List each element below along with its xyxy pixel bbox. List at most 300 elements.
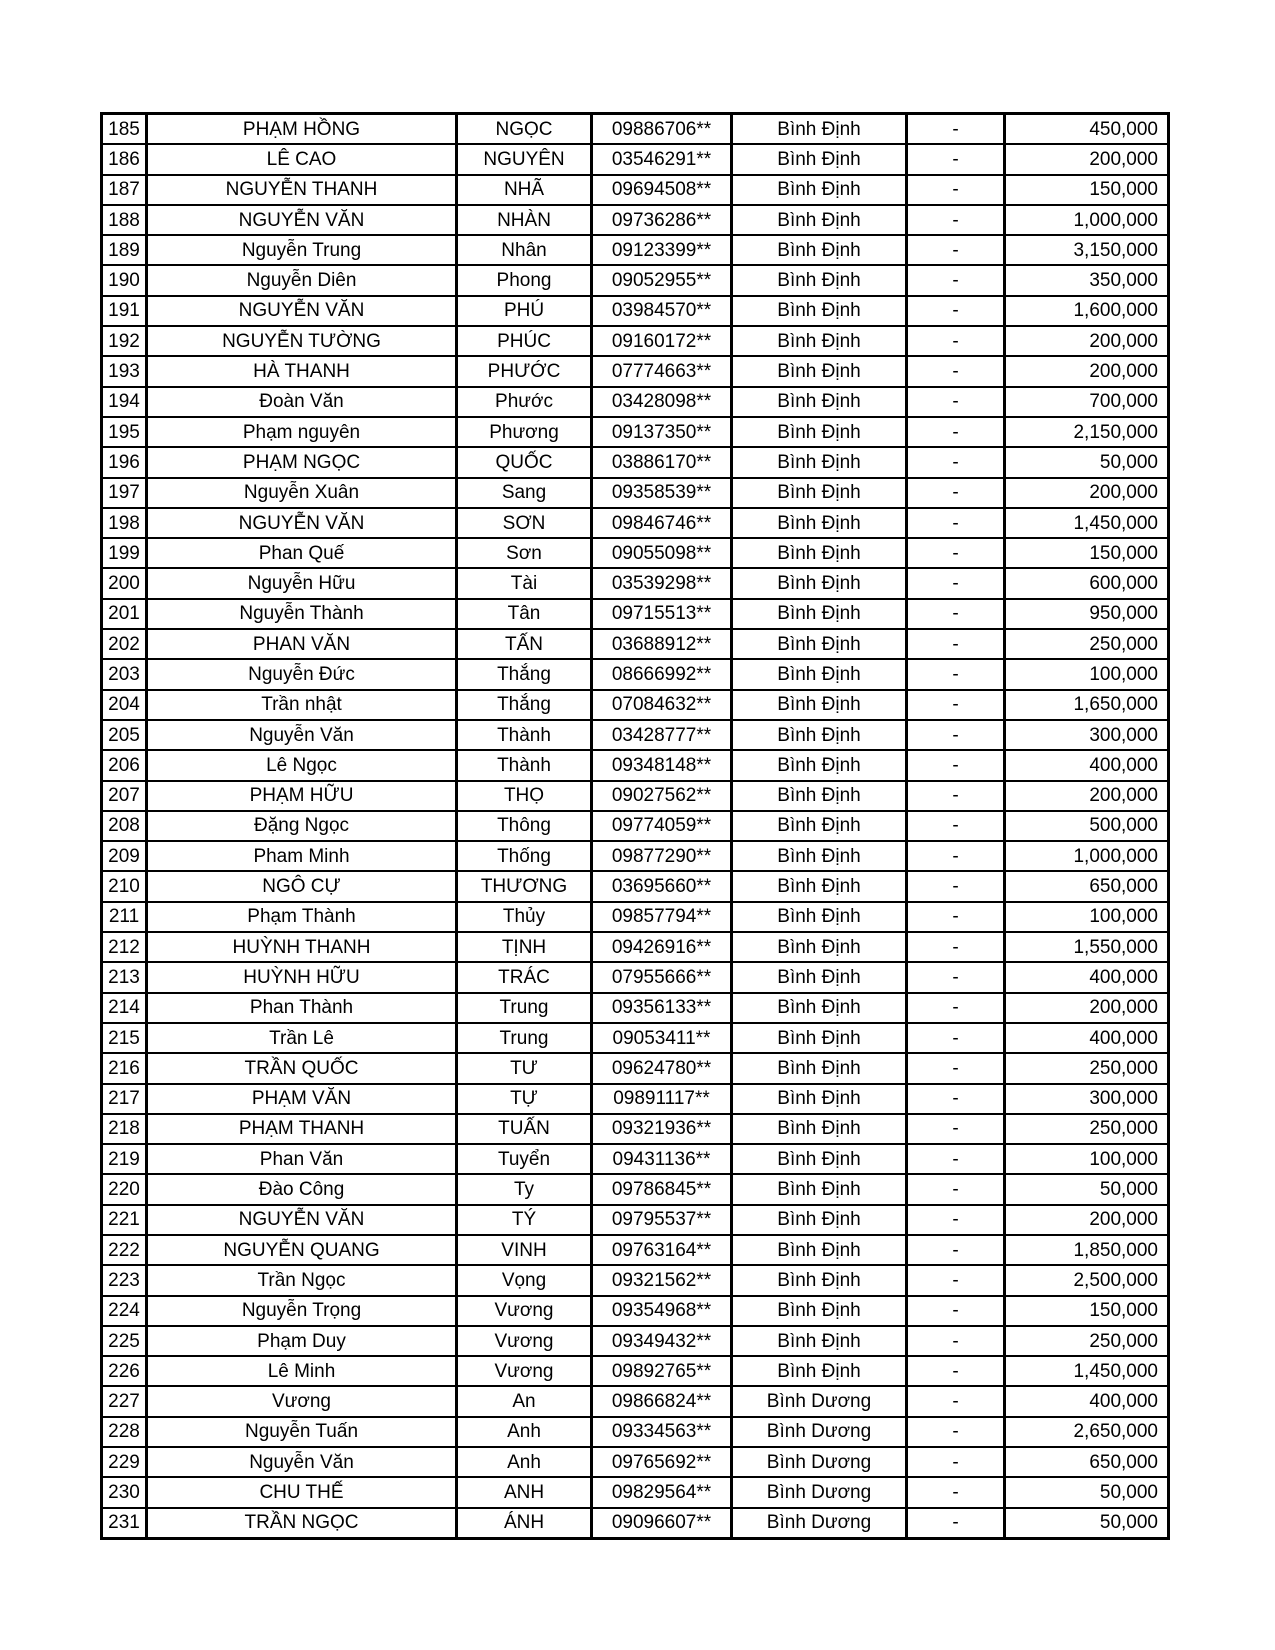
cell-dash: -: [907, 1356, 1005, 1386]
cell-last-name: An: [457, 1386, 592, 1416]
cell-province: Bình Định: [732, 326, 907, 356]
cell-amount: 100,000: [1005, 659, 1169, 689]
cell-last-name: THỌ: [457, 781, 592, 811]
cell-amount: 50,000: [1005, 1477, 1169, 1507]
cell-province: Bình Định: [732, 811, 907, 841]
cell-province: Bình Định: [732, 568, 907, 598]
cell-last-name: TÝ: [457, 1205, 592, 1235]
cell-last-name: Thắng: [457, 690, 592, 720]
cell-first-name: Lê Ngọc: [147, 750, 457, 780]
cell-amount: 2,650,000: [1005, 1417, 1169, 1447]
cell-dash: -: [907, 629, 1005, 659]
cell-first-name: PHẠM HỒNG: [147, 114, 457, 145]
cell-last-name: THƯƠNG: [457, 871, 592, 901]
cell-dash: -: [907, 114, 1005, 145]
cell-dash: -: [907, 1084, 1005, 1114]
cell-phone: 09866824**: [592, 1386, 732, 1416]
cell-phone: 09829564**: [592, 1477, 732, 1507]
cell-phone: 09160172**: [592, 326, 732, 356]
cell-last-name: Ty: [457, 1174, 592, 1204]
cell-dash: -: [907, 356, 1005, 386]
cell-amount: 200,000: [1005, 356, 1169, 386]
cell-phone: 09763164**: [592, 1235, 732, 1265]
cell-first-name: Vương: [147, 1386, 457, 1416]
cell-amount: 300,000: [1005, 1084, 1169, 1114]
table-row: [102, 478, 1169, 508]
cell-phone: 09321936**: [592, 1114, 732, 1144]
cell-index: 222: [102, 1235, 147, 1265]
table-row: [102, 932, 1169, 962]
cell-phone: 09891117**: [592, 1084, 732, 1114]
cell-phone: 09892765**: [592, 1356, 732, 1386]
cell-amount: 350,000: [1005, 265, 1169, 295]
cell-last-name: Tuyển: [457, 1144, 592, 1174]
cell-dash: -: [907, 962, 1005, 992]
cell-first-name: Phan Thành: [147, 993, 457, 1023]
cell-first-name: NGUYỄN VĂN: [147, 296, 457, 326]
cell-last-name: Sơn: [457, 538, 592, 568]
cell-province: Bình Định: [732, 902, 907, 932]
cell-province: Bình Định: [732, 1053, 907, 1083]
cell-amount: 150,000: [1005, 1296, 1169, 1326]
cell-amount: 1,450,000: [1005, 1356, 1169, 1386]
cell-phone: 09334563**: [592, 1417, 732, 1447]
cell-province: Bình Định: [732, 781, 907, 811]
cell-last-name: Phước: [457, 387, 592, 417]
cell-index: 204: [102, 690, 147, 720]
cell-phone: 09053411**: [592, 1023, 732, 1053]
cell-province: Bình Định: [732, 478, 907, 508]
cell-phone: 09624780**: [592, 1053, 732, 1083]
cell-phone: 09886706**: [592, 114, 732, 145]
cell-province: Bình Dương: [732, 1508, 907, 1539]
cell-last-name: Tài: [457, 568, 592, 598]
table-row: [102, 1235, 1169, 1265]
cell-first-name: Đào Công: [147, 1174, 457, 1204]
cell-province: Bình Định: [732, 265, 907, 295]
table-row: [102, 296, 1169, 326]
cell-index: 219: [102, 1144, 147, 1174]
cell-last-name: Thành: [457, 750, 592, 780]
cell-first-name: NGUYỄN QUANG: [147, 1235, 457, 1265]
cell-first-name: Đoàn Văn: [147, 387, 457, 417]
cell-province: Bình Định: [732, 235, 907, 265]
cell-last-name: NHÀN: [457, 205, 592, 235]
cell-dash: -: [907, 1417, 1005, 1447]
cell-last-name: ANH: [457, 1477, 592, 1507]
cell-amount: 2,500,000: [1005, 1265, 1169, 1295]
cell-dash: -: [907, 1174, 1005, 1204]
table-row: [102, 1053, 1169, 1083]
cell-amount: 1,600,000: [1005, 296, 1169, 326]
cell-index: 200: [102, 568, 147, 598]
cell-dash: -: [907, 235, 1005, 265]
table-row: [102, 175, 1169, 205]
cell-first-name: Pham Minh: [147, 841, 457, 871]
cell-first-name: Nguyễn Xuân: [147, 478, 457, 508]
cell-dash: -: [907, 1296, 1005, 1326]
cell-phone: 09774059**: [592, 811, 732, 841]
cell-index: 216: [102, 1053, 147, 1083]
cell-amount: 200,000: [1005, 144, 1169, 174]
cell-amount: 3,150,000: [1005, 235, 1169, 265]
cell-amount: 1,850,000: [1005, 1235, 1169, 1265]
cell-first-name: Nguyễn Trọng: [147, 1296, 457, 1326]
cell-index: 195: [102, 417, 147, 447]
cell-phone: 09857794**: [592, 902, 732, 932]
cell-first-name: CHU THẾ: [147, 1477, 457, 1507]
cell-last-name: Vương: [457, 1296, 592, 1326]
cell-amount: 600,000: [1005, 568, 1169, 598]
cell-index: 209: [102, 841, 147, 871]
table-row: [102, 902, 1169, 932]
cell-dash: -: [907, 932, 1005, 962]
cell-dash: -: [907, 781, 1005, 811]
cell-province: Bình Dương: [732, 1386, 907, 1416]
cell-phone: 09736286**: [592, 205, 732, 235]
cell-province: Bình Định: [732, 750, 907, 780]
cell-index: 207: [102, 781, 147, 811]
cell-first-name: NGUYỄN TƯỜNG: [147, 326, 457, 356]
cell-amount: 50,000: [1005, 1508, 1169, 1539]
cell-first-name: PHẠM VĂN: [147, 1084, 457, 1114]
table-row: [102, 1205, 1169, 1235]
cell-index: 202: [102, 629, 147, 659]
cell-province: Bình Định: [732, 871, 907, 901]
cell-dash: -: [907, 1326, 1005, 1356]
cell-index: 187: [102, 175, 147, 205]
table-row: [102, 599, 1169, 629]
cell-amount: 250,000: [1005, 629, 1169, 659]
cell-dash: -: [907, 508, 1005, 538]
table-row: [102, 720, 1169, 750]
table-body: [102, 114, 1169, 1539]
cell-first-name: HUỲNH THANH: [147, 932, 457, 962]
cell-amount: 200,000: [1005, 326, 1169, 356]
cell-last-name: Thành: [457, 720, 592, 750]
cell-province: Bình Định: [732, 114, 907, 145]
table-row: [102, 629, 1169, 659]
cell-phone: 09694508**: [592, 175, 732, 205]
cell-phone: 09795537**: [592, 1205, 732, 1235]
cell-dash: -: [907, 1114, 1005, 1144]
cell-phone: 09027562**: [592, 781, 732, 811]
table-row: [102, 1356, 1169, 1386]
table-row: [102, 781, 1169, 811]
cell-first-name: PHẠM THANH: [147, 1114, 457, 1144]
cell-index: 217: [102, 1084, 147, 1114]
table-row: [102, 1417, 1169, 1447]
cell-first-name: Phạm Thành: [147, 902, 457, 932]
cell-province: Bình Định: [732, 447, 907, 477]
cell-amount: 1,550,000: [1005, 932, 1169, 962]
cell-amount: 400,000: [1005, 962, 1169, 992]
cell-index: 185: [102, 114, 147, 145]
cell-index: 201: [102, 599, 147, 629]
cell-amount: 200,000: [1005, 993, 1169, 1023]
cell-province: Bình Định: [732, 1326, 907, 1356]
table-row: [102, 871, 1169, 901]
cell-dash: -: [907, 1205, 1005, 1235]
table-row: [102, 114, 1169, 145]
cell-phone: 03539298**: [592, 568, 732, 598]
cell-province: Bình Định: [732, 175, 907, 205]
cell-index: 193: [102, 356, 147, 386]
cell-last-name: PHÚ: [457, 296, 592, 326]
cell-province: Bình Định: [732, 993, 907, 1023]
cell-index: 199: [102, 538, 147, 568]
cell-last-name: Thông: [457, 811, 592, 841]
cell-last-name: Trung: [457, 993, 592, 1023]
cell-first-name: Lê Minh: [147, 1356, 457, 1386]
cell-dash: -: [907, 750, 1005, 780]
cell-province: Bình Định: [732, 1084, 907, 1114]
cell-index: 206: [102, 750, 147, 780]
table-row: [102, 1265, 1169, 1295]
cell-amount: 700,000: [1005, 387, 1169, 417]
cell-province: Bình Định: [732, 205, 907, 235]
cell-province: Bình Định: [732, 1356, 907, 1386]
table-row: [102, 1447, 1169, 1477]
cell-dash: -: [907, 296, 1005, 326]
cell-index: 211: [102, 902, 147, 932]
cell-index: 221: [102, 1205, 147, 1235]
cell-phone: 09055098**: [592, 538, 732, 568]
table-row: [102, 1326, 1169, 1356]
cell-dash: -: [907, 1144, 1005, 1174]
cell-first-name: Nguyễn Trung: [147, 235, 457, 265]
cell-last-name: TƯ: [457, 1053, 592, 1083]
cell-amount: 400,000: [1005, 1386, 1169, 1416]
cell-amount: 400,000: [1005, 750, 1169, 780]
cell-index: 212: [102, 932, 147, 962]
cell-phone: 08666992**: [592, 659, 732, 689]
cell-phone: 09356133**: [592, 993, 732, 1023]
cell-last-name: TỰ: [457, 1084, 592, 1114]
cell-dash: -: [907, 871, 1005, 901]
cell-amount: 250,000: [1005, 1114, 1169, 1144]
cell-phone: 09846746**: [592, 508, 732, 538]
cell-amount: 300,000: [1005, 720, 1169, 750]
cell-province: Bình Định: [732, 538, 907, 568]
cell-dash: -: [907, 538, 1005, 568]
cell-phone: 03546291**: [592, 144, 732, 174]
cell-first-name: PHẠM HỮU: [147, 781, 457, 811]
cell-index: 196: [102, 447, 147, 477]
cell-amount: 250,000: [1005, 1053, 1169, 1083]
cell-phone: 09123399**: [592, 235, 732, 265]
cell-index: 223: [102, 1265, 147, 1295]
cell-amount: 1,000,000: [1005, 205, 1169, 235]
cell-dash: -: [907, 1023, 1005, 1053]
cell-dash: -: [907, 659, 1005, 689]
cell-first-name: Phạm nguyên: [147, 417, 457, 447]
cell-last-name: Thắng: [457, 659, 592, 689]
cell-index: 189: [102, 235, 147, 265]
table-row: [102, 326, 1169, 356]
cell-last-name: TUẤN: [457, 1114, 592, 1144]
cell-last-name: QUỐC: [457, 447, 592, 477]
cell-last-name: VINH: [457, 1235, 592, 1265]
cell-province: Bình Định: [732, 1114, 907, 1144]
cell-amount: 450,000: [1005, 114, 1169, 145]
cell-province: Bình Định: [732, 296, 907, 326]
cell-index: 226: [102, 1356, 147, 1386]
cell-province: Bình Định: [732, 599, 907, 629]
cell-first-name: LÊ CAO: [147, 144, 457, 174]
cell-first-name: Nguyễn Hữu: [147, 568, 457, 598]
cell-last-name: Tân: [457, 599, 592, 629]
cell-last-name: Vọng: [457, 1265, 592, 1295]
cell-first-name: NGÔ CỰ: [147, 871, 457, 901]
cell-last-name: Anh: [457, 1417, 592, 1447]
cell-province: Bình Định: [732, 1023, 907, 1053]
table-row: [102, 235, 1169, 265]
cell-dash: -: [907, 568, 1005, 598]
cell-province: Bình Dương: [732, 1447, 907, 1477]
table-row: [102, 144, 1169, 174]
cell-last-name: Vương: [457, 1326, 592, 1356]
cell-first-name: HÀ THANH: [147, 356, 457, 386]
cell-amount: 100,000: [1005, 1144, 1169, 1174]
cell-index: 210: [102, 871, 147, 901]
cell-province: Bình Định: [732, 932, 907, 962]
cell-last-name: Sang: [457, 478, 592, 508]
cell-dash: -: [907, 1447, 1005, 1477]
cell-first-name: NGUYỄN VĂN: [147, 508, 457, 538]
cell-first-name: NGUYỄN VĂN: [147, 205, 457, 235]
cell-province: Bình Định: [732, 144, 907, 174]
cell-amount: 200,000: [1005, 1205, 1169, 1235]
table-row: [102, 417, 1169, 447]
cell-first-name: NGUYỄN VĂN: [147, 1205, 457, 1235]
cell-first-name: PHAN VĂN: [147, 629, 457, 659]
cell-dash: -: [907, 993, 1005, 1023]
cell-last-name: PHƯỚC: [457, 356, 592, 386]
cell-phone: 03428777**: [592, 720, 732, 750]
cell-first-name: Nguyễn Văn: [147, 1447, 457, 1477]
cell-amount: 2,150,000: [1005, 417, 1169, 447]
cell-phone: 03688912**: [592, 629, 732, 659]
cell-index: 220: [102, 1174, 147, 1204]
cell-dash: -: [907, 1386, 1005, 1416]
cell-last-name: ÁNH: [457, 1508, 592, 1539]
cell-phone: 09877290**: [592, 841, 732, 871]
cell-index: 203: [102, 659, 147, 689]
cell-amount: 150,000: [1005, 175, 1169, 205]
table-row: [102, 659, 1169, 689]
cell-province: Bình Định: [732, 508, 907, 538]
cell-dash: -: [907, 599, 1005, 629]
cell-phone: 09321562**: [592, 1265, 732, 1295]
cell-province: Bình Định: [732, 1296, 907, 1326]
cell-province: Bình Định: [732, 1174, 907, 1204]
table-row: [102, 1114, 1169, 1144]
cell-dash: -: [907, 326, 1005, 356]
cell-phone: 09765692**: [592, 1447, 732, 1477]
table-row: [102, 1084, 1169, 1114]
cell-dash: -: [907, 175, 1005, 205]
cell-first-name: NGUYỄN THANH: [147, 175, 457, 205]
cell-province: Bình Định: [732, 356, 907, 386]
cell-dash: -: [907, 690, 1005, 720]
cell-last-name: NGỌC: [457, 114, 592, 145]
cell-index: 198: [102, 508, 147, 538]
cell-last-name: TỊNH: [457, 932, 592, 962]
cell-phone: 07955666**: [592, 962, 732, 992]
cell-index: 197: [102, 478, 147, 508]
cell-province: Bình Định: [732, 1144, 907, 1174]
table-row: [102, 690, 1169, 720]
cell-index: 225: [102, 1326, 147, 1356]
cell-last-name: TẤN: [457, 629, 592, 659]
table-row: [102, 1144, 1169, 1174]
cell-index: 218: [102, 1114, 147, 1144]
cell-first-name: Trần nhật: [147, 690, 457, 720]
cell-last-name: SƠN: [457, 508, 592, 538]
cell-last-name: Phương: [457, 417, 592, 447]
cell-amount: 50,000: [1005, 447, 1169, 477]
table-row: [102, 1296, 1169, 1326]
cell-dash: -: [907, 205, 1005, 235]
cell-first-name: Nguyễn Đức: [147, 659, 457, 689]
cell-last-name: PHÚC: [457, 326, 592, 356]
cell-index: 194: [102, 387, 147, 417]
table-row: [102, 750, 1169, 780]
cell-dash: -: [907, 1477, 1005, 1507]
cell-first-name: Trần Ngọc: [147, 1265, 457, 1295]
cell-dash: -: [907, 811, 1005, 841]
cell-index: 186: [102, 144, 147, 174]
cell-province: Bình Định: [732, 720, 907, 750]
cell-index: 191: [102, 296, 147, 326]
cell-first-name: Trần Lê: [147, 1023, 457, 1053]
cell-dash: -: [907, 478, 1005, 508]
cell-dash: -: [907, 265, 1005, 295]
cell-dash: -: [907, 1508, 1005, 1539]
cell-last-name: Phong: [457, 265, 592, 295]
cell-index: 214: [102, 993, 147, 1023]
cell-phone: 09431136**: [592, 1144, 732, 1174]
table-row: [102, 811, 1169, 841]
cell-phone: 09358539**: [592, 478, 732, 508]
cell-first-name: Nguyễn Diên: [147, 265, 457, 295]
cell-amount: 400,000: [1005, 1023, 1169, 1053]
cell-province: Bình Định: [732, 659, 907, 689]
cell-index: 208: [102, 811, 147, 841]
table-row: [102, 841, 1169, 871]
cell-phone: 03428098**: [592, 387, 732, 417]
cell-phone: 03984570**: [592, 296, 732, 326]
cell-dash: -: [907, 1235, 1005, 1265]
table-row: [102, 387, 1169, 417]
cell-province: Bình Định: [732, 417, 907, 447]
table-row: [102, 1386, 1169, 1416]
donor-list-table: [100, 112, 1170, 1540]
cell-phone: 09354968**: [592, 1296, 732, 1326]
table-row: [102, 962, 1169, 992]
cell-amount: 500,000: [1005, 811, 1169, 841]
cell-last-name: NGUYÊN: [457, 144, 592, 174]
cell-phone: 03886170**: [592, 447, 732, 477]
cell-dash: -: [907, 447, 1005, 477]
table-row: [102, 993, 1169, 1023]
cell-first-name: Phan Văn: [147, 1144, 457, 1174]
cell-dash: -: [907, 902, 1005, 932]
cell-first-name: Phan Quế: [147, 538, 457, 568]
table-row: [102, 447, 1169, 477]
cell-index: 188: [102, 205, 147, 235]
